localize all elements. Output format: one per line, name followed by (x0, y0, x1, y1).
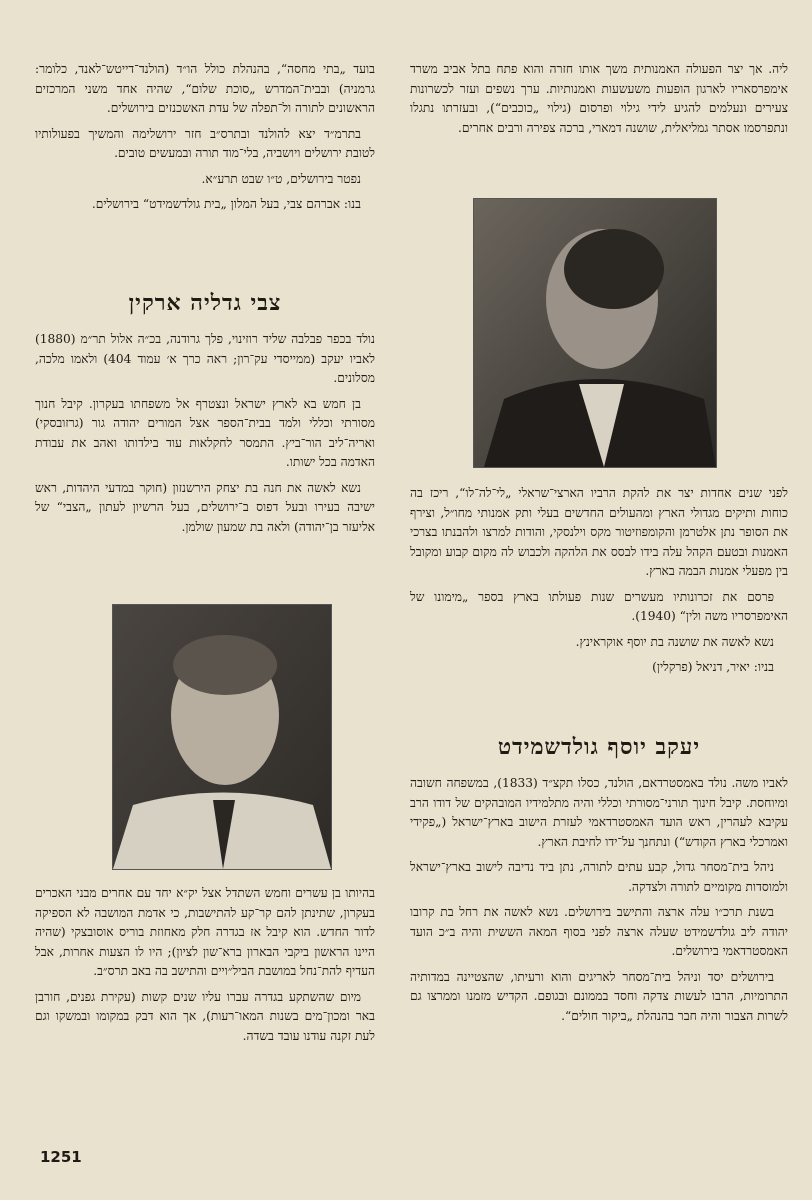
portrait-lower-image (113, 605, 331, 869)
right-section-paragraph: לאביו משה. נולד באמסטרדאם, הולנד, כסלו תקצ״ד (1833), במשפחה חשובה ומיוחסת. קיבל חינוך תורני־מסורתי וכללי והיה מתלמידיו המובהקים של דודו הרב עקיבא לעהרין, ראש הועד האמסטרדאמי לעזרת הישוב בארץ־ישראל („פקידי ואמרכלי בארץ הקודש“) ונתחנך על־ידו לחיבת הארץ. (410, 776, 789, 849)
left-top-paragraph: בועד „בתי מחסה“, בהנהלת כולל הו״ד (הולנד־דייטש־לאנד, כלומר: גרמניה) ובבית־המדרש „סוכת שלום“, שהיה אחד משני המרכזים הראשונים לתורה ול־תפלה של עדת האשכנזים בירושלים. (35, 62, 375, 115)
right-column-continued (410, 484, 788, 684)
right-paragraph: בניו: יאיר, דניאל (פרקלין) (652, 660, 774, 674)
left-top-paragraph: נפטר בירושלים, ט״ו שבט תרע״א. (201, 171, 361, 186)
left-paragraph: בהיותו בן עשרים וחמש השתדל אצל יק״א יחד עם אחרים מבני האכרים בעקרון, שתינתן להם קר־קע להתישבות, כי אדמת המושבה לא הספיקה לדור החדש. הוא קיבל אז בגדרה חלק מאחוזת בוריס אוסובצקי (שהיה היינו הראשון ביקבי הבארון ברא־שון לציון); היו לו הצעות אחרות, אבל העדיף להת־נחל במושבת הביל״ויים והתישב בה באב תרס״ב. (35, 886, 375, 978)
left-section-paragraph: נשא לאשה את חנה בת יצחק הירשנזון (חוקר במדעי היהדות, ראש ישיבה בעירו ובעל דפוס ב־ירושלים, בעל הרשיון לעתון „הצבי“ של אליעזר בן־יהודה) ולאה בת שמעון שולמן. (35, 480, 375, 534)
page-number: 1251 (40, 1148, 82, 1166)
left-top-paragraph: בתרמ״ד יצא להולנד ובתרס״ב חזר ירושלימה והמשיך בפעולותיו לטובת ירושלים ויושביה, בלי־מוד תורה ובמעשים טובים. (35, 126, 375, 160)
right-section-paragraph: בירושלים יסד וניהל בית־מסחר לאריגים והוא ורעיתו, שהצטיינה במדותיה התרומיות, הרבו לעשות צדקה וחסד בממונם ובגופם. הקדיש מזמנו וממרצו גם לשרות הצבור והיה חבר בהנהלת „ביקור חולים“. (410, 969, 788, 1023)
right-section-paragraph: ניהל בית־מסחר גדול, קבע עתים לתורה, נתן ביד נדיבה לישוב בארץ־ישראל ולמוסדות מקומיים לתורה ולצדקה. (410, 860, 788, 894)
left-column (35, 60, 375, 221)
right-section-paragraph: בשנת תרכ״ו עלה ארצה והתישב בירושלים. נשא לאשה את רחל בת קרובו יהודה ליב גולדשמידט שעלה ארצה לפני בסוף המאה הששית והיה ב״כ הועד האמסטרדאמי בירושלים. (410, 905, 788, 958)
left-section-paragraph: בן חמש בא לארץ ישראל ונצטרף אל משפחתו בעקרון. קיבל חנוך מסורתי וכללי ולמד בבית־הספר אצל המורים יהודה גור (גרזובסקי) ואריה־ליב הור־ביץ. התמסר לחקלאות עוד בילדותו ואהב את עבודת האדמה בכל ישותו. (35, 396, 375, 469)
left-paragraph: מיום שהשתקע בגדרה עברו עליו שנים קשות (עקירת גפנים, חורבן באר ומכון־מים בשנות המאו־רעות), אך הוא דבק במקומו ובמשקו וגם לעת זקנה עודנו עובד בשדה. (35, 989, 375, 1043)
portrait-photo-lower (112, 604, 332, 870)
left-section-body (35, 330, 375, 543)
section-title-arkin: צבי גדליה ארקין (128, 290, 282, 316)
portrait-photo-upper (473, 198, 717, 468)
portrait-upper-image (474, 199, 716, 467)
right-paragraph: לפני שנים אחדות יצר את להקת הרביו הארצי־שראלי „לי־לה־לו“, ריכז בה כוחות ותיקים מגדולי הארץ ומהעולים החדשים בעלי ותק אמנותי מחו״ל, וצירף את הסופר נתן אלטרמן והקומפוזיטור מקס וילנסקי, והודות למרצו ולהבנתו בצרכי האמנות ובטעם הקהל עלה בידו לבסס את הלהקה ולכבוש לה מקום קבוע ומקובל בין מפעלי אמנות הבמה בארץ. (410, 486, 788, 578)
right-section-body (410, 774, 788, 1032)
right-column (410, 60, 788, 144)
left-top-paragraph: בנו: אברהם צבי, בעל המלון „בית גולדשמידט“ בירושלים. (91, 197, 361, 211)
right-paragraph: פרסם את זכרונותיו מעשרים שנות פעולתו בארץ בספר „מימונו של האימפרסריו משה ולין“ (1940). (410, 589, 788, 623)
left-section-paragraph: נולד בכפר פבלבה שליד רוזינוי, פלך גרודנה, בכ״ה אלול תר״מ (1880) לאביו יעקב (ממייסדי עק־רון; ראה כרך א׳ עמוד 404) ולאמו מלכה, מסלונים. (35, 332, 375, 385)
right-top-paragraph: ליה. אך יצר הפעולה האמנותית משך אותו חזרה והוא פתח בתל אביב משרד אימפרסאריו לארגון הופעות משעשעות ואמנותיות. ערך נשפים ועזר לכשרונות צעירים ונעלמים להגיע לידי גילוי ופרסום (גילוי „כוכבים“), ובעזרתו נתגלו ונתפרסמו אסתר גמליאלית, שושנה דמארי, ברכה צפירה ורבים אחרים. (410, 62, 788, 135)
section-title-goldschmidt: יעקב יוסף גולדשמידט (497, 734, 701, 760)
left-section-continued (35, 884, 375, 1052)
right-paragraph: נשא לאשה את שושנה בת יוסף אוקראינץ. (575, 634, 774, 649)
